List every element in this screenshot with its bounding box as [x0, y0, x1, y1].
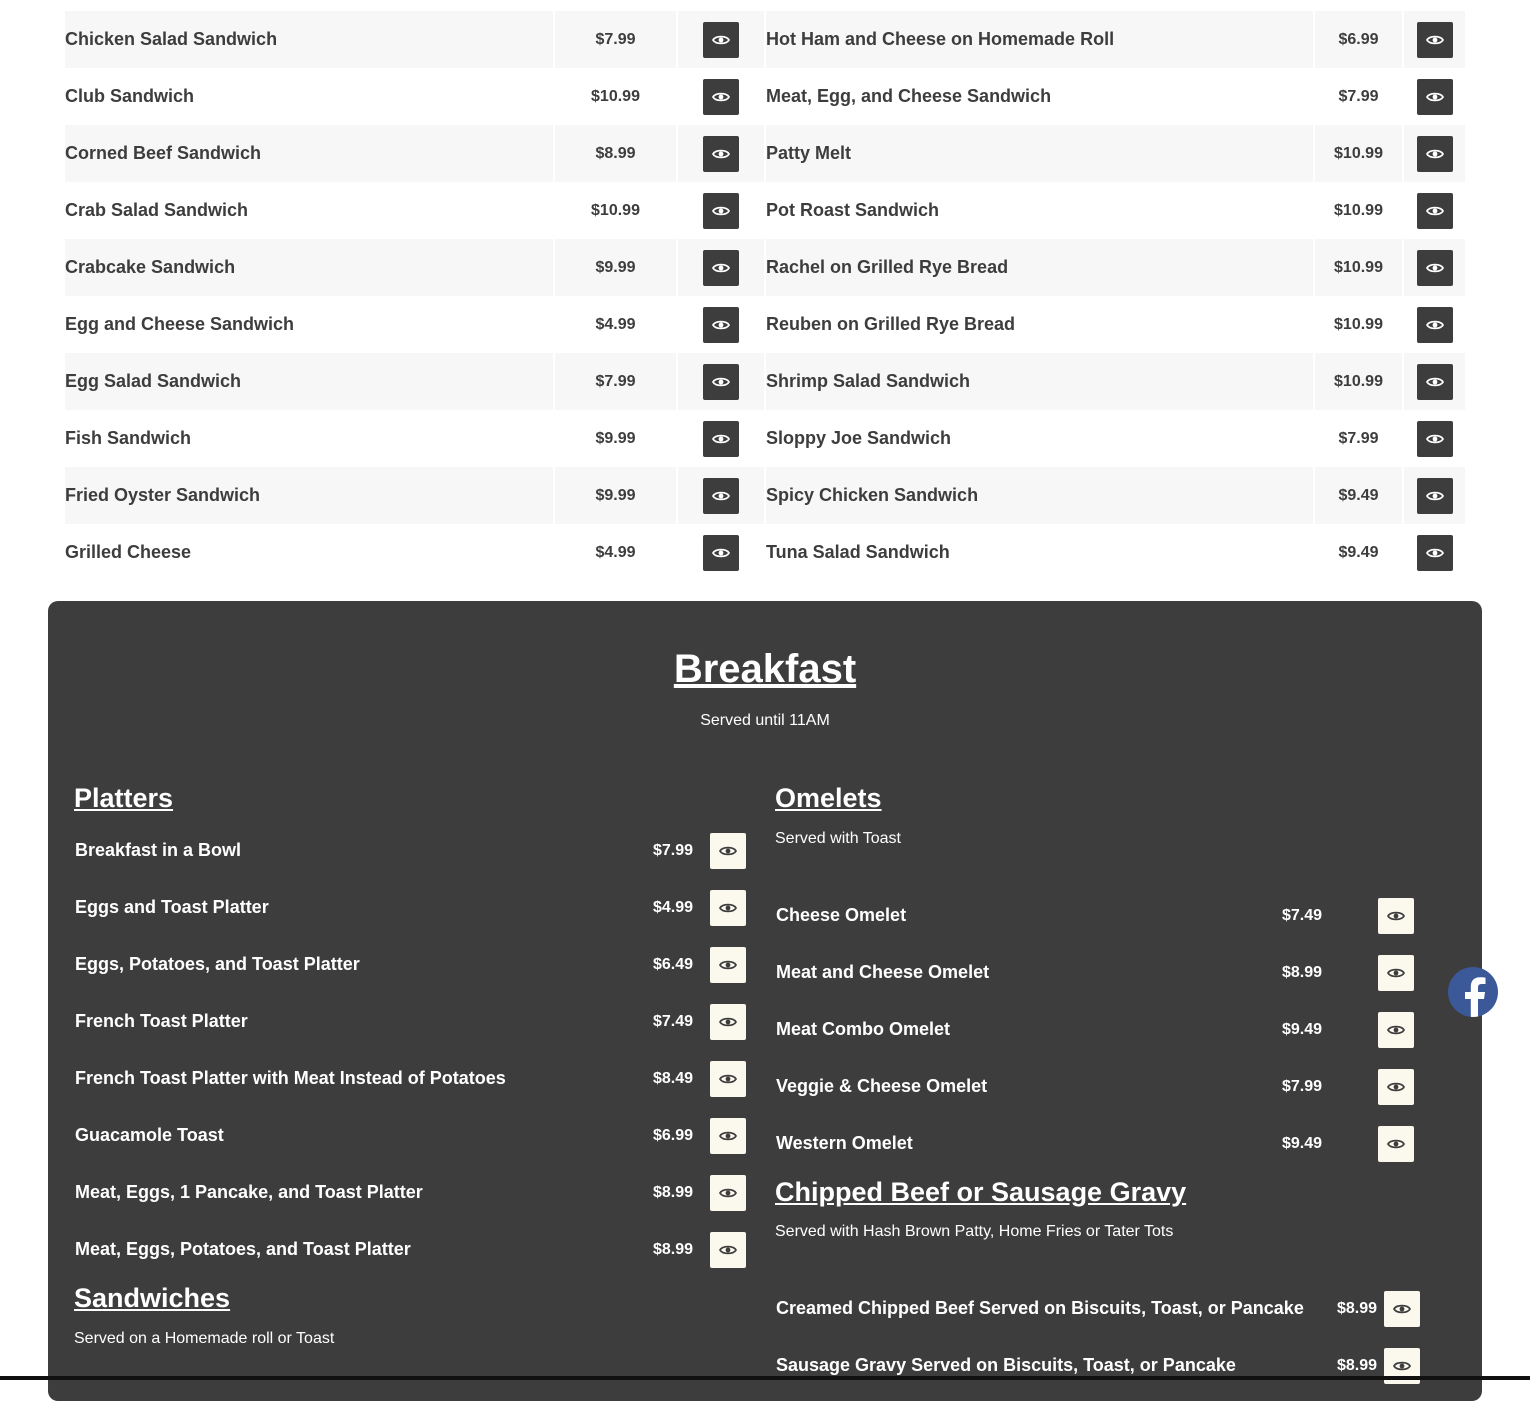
view-item-button[interactable]	[1378, 1126, 1414, 1162]
view-item-button[interactable]	[710, 1118, 746, 1154]
sandwich-name: Pot Roast Sandwich	[766, 182, 1315, 239]
menu-item-price: $7.49	[652, 1012, 693, 1030]
view-item-button[interactable]	[1378, 1012, 1414, 1048]
sandwich-name: Shrimp Salad Sandwich	[766, 353, 1315, 410]
eye-icon	[712, 433, 730, 445]
view-item-button[interactable]	[703, 535, 739, 571]
sandwich-price: $10.99	[1315, 296, 1404, 353]
sandwich-row	[766, 353, 1465, 410]
sandwich-price: $8.99	[555, 125, 678, 182]
view-item-button[interactable]	[703, 79, 739, 115]
eye-icon	[1387, 910, 1405, 922]
view-item-button[interactable]	[710, 1061, 746, 1097]
sandwich-cell-action	[678, 182, 764, 239]
menu-item-name: Meat Combo Omelet	[776, 1019, 951, 1039]
sandwich-price: $7.99	[555, 11, 678, 68]
sandwich-row	[65, 68, 764, 125]
sandwich-price: $10.99	[555, 68, 678, 125]
eye-icon	[1426, 433, 1444, 445]
sandwich-name: Fried Oyster Sandwich	[65, 467, 555, 524]
sandwich-cell-action	[678, 68, 764, 125]
eye-icon	[712, 148, 730, 160]
sandwich-cell-action	[1404, 410, 1465, 467]
view-item-button[interactable]	[710, 1175, 746, 1211]
sandwich-cell-action	[1404, 11, 1465, 68]
menu-item-price: $6.99	[652, 1126, 693, 1144]
view-item-button[interactable]	[703, 364, 739, 400]
sandwich-name: Fish Sandwich	[65, 410, 555, 467]
view-item-button[interactable]	[1417, 421, 1453, 457]
platters-heading: Platters	[74, 783, 174, 813]
sandwich-row	[766, 524, 1465, 581]
sandwich-price: $7.99	[1315, 68, 1404, 125]
eye-icon	[712, 205, 730, 217]
eye-icon	[719, 1073, 737, 1085]
sandwich-row	[65, 524, 764, 581]
sandwich-cell-action	[678, 524, 764, 581]
view-item-button[interactable]	[1417, 478, 1453, 514]
sandwich-price: $9.99	[555, 410, 678, 467]
menu-item-name: Veggie & Cheese Omelet	[776, 1076, 988, 1096]
omelets-subtitle: Served with Toast	[775, 830, 901, 847]
eye-icon	[719, 959, 737, 971]
sandwich-cell-action	[678, 11, 764, 68]
eye-icon	[1426, 148, 1444, 160]
menu-item-name: Eggs and Toast Platter	[75, 897, 269, 917]
eye-icon	[719, 845, 737, 857]
sandwich-row	[766, 410, 1465, 467]
sandwich-cell-action	[678, 410, 764, 467]
menu-item-row	[776, 1115, 1418, 1172]
eye-icon	[1426, 547, 1444, 559]
menu-item-row	[776, 1058, 1418, 1115]
menu-item-price: $7.99	[1281, 1077, 1322, 1095]
view-item-button[interactable]	[703, 136, 739, 172]
view-item-button[interactable]	[1417, 79, 1453, 115]
eye-icon	[1387, 1024, 1405, 1036]
sandwich-name: Rachel on Grilled Rye Bread	[766, 239, 1315, 296]
sandwich-cell-action	[1404, 467, 1465, 524]
sandwich-row	[65, 11, 764, 68]
menu-item-price: $7.49	[1281, 906, 1322, 924]
sandwich-name: Club Sandwich	[65, 68, 555, 125]
eye-icon	[712, 91, 730, 103]
sandwich-cell-action	[1404, 524, 1465, 581]
eye-icon	[1426, 490, 1444, 502]
eye-icon	[1387, 967, 1405, 979]
sandwich-cell-action	[678, 467, 764, 524]
breakfast-section	[48, 601, 1482, 1401]
sandwich-price: $10.99	[1315, 353, 1404, 410]
sandwich-cell-action	[678, 239, 764, 296]
page-bottom-edge	[0, 1376, 1530, 1380]
view-item-button[interactable]	[710, 890, 746, 926]
view-item-button[interactable]	[710, 1232, 746, 1268]
menu-item-name: Cheese Omelet	[776, 905, 907, 925]
menu-item-name: Creamed Chipped Beef Served on Biscuits, Toast, or Pancake	[776, 1298, 1304, 1318]
eye-icon	[1426, 262, 1444, 274]
menu-item-row	[75, 1221, 750, 1278]
eye-icon	[1426, 319, 1444, 331]
omelets-heading: Omelets	[775, 783, 882, 813]
menu-item-price: $8.99	[652, 1240, 693, 1258]
sandwich-name: Egg and Cheese Sandwich	[65, 296, 555, 353]
view-item-button[interactable]	[710, 833, 746, 869]
view-item-button[interactable]	[1378, 1069, 1414, 1105]
sandwich-cell-action	[1404, 68, 1465, 125]
menu-item-price: $8.99	[1336, 1299, 1377, 1317]
eye-icon	[719, 1130, 737, 1142]
eye-icon	[1426, 376, 1444, 388]
view-item-button[interactable]	[1417, 364, 1453, 400]
sandwiches-heading: Sandwiches	[74, 1283, 231, 1313]
eye-icon	[712, 547, 730, 559]
sandwich-cell-action	[678, 296, 764, 353]
view-item-button[interactable]	[1417, 535, 1453, 571]
sandwich-cell-action	[1404, 239, 1465, 296]
sandwich-name: Corned Beef Sandwich	[65, 125, 555, 182]
facebook-button[interactable]	[1448, 967, 1498, 1017]
view-item-button[interactable]	[1378, 955, 1414, 991]
menu-item-price: $8.49	[652, 1069, 693, 1087]
sandwich-price: $10.99	[1315, 239, 1404, 296]
menu-item-row	[75, 936, 750, 993]
menu-item-row	[75, 879, 750, 936]
sandwich-column-right	[766, 11, 1465, 581]
menu-item-row	[776, 887, 1418, 944]
sandwich-row	[766, 296, 1465, 353]
sandwich-price: $9.49	[1315, 524, 1404, 581]
eye-icon	[712, 34, 730, 46]
menu-item-row	[75, 822, 750, 879]
sandwich-row	[766, 467, 1465, 524]
view-item-button[interactable]	[1384, 1291, 1420, 1327]
sandwich-name: Grilled Cheese	[65, 524, 555, 581]
sandwich-price: $6.99	[1315, 11, 1404, 68]
sandwich-price: $9.99	[555, 239, 678, 296]
view-item-button[interactable]	[1417, 136, 1453, 172]
gravy-subtitle: Served with Hash Brown Patty, Home Fries or Tater Tots	[775, 1223, 1174, 1240]
eye-icon	[719, 1187, 737, 1199]
view-item-button[interactable]	[703, 22, 739, 58]
sandwich-price: $9.99	[555, 467, 678, 524]
menu-item-name: Western Omelet	[776, 1133, 913, 1153]
sandwich-name: Patty Melt	[766, 125, 1315, 182]
menu-item-name: Sausage Gravy Served on Biscuits, Toast, or Pancake	[776, 1355, 1236, 1375]
sandwich-price: $10.99	[555, 182, 678, 239]
sandwich-name: Hot Ham and Cheese on Homemade Roll	[766, 11, 1315, 68]
sandwich-row	[65, 467, 764, 524]
menu-item-row	[776, 1280, 1424, 1337]
sandwich-column-left	[65, 11, 764, 581]
menu-item-name: French Toast Platter with Meat Instead of Potatoes	[75, 1068, 506, 1088]
sandwich-price: $4.99	[555, 296, 678, 353]
sandwich-price: $7.99	[555, 353, 678, 410]
view-item-button[interactable]	[1417, 250, 1453, 286]
view-item-button[interactable]	[1417, 307, 1453, 343]
view-item-button[interactable]	[710, 1004, 746, 1040]
view-item-button[interactable]	[703, 193, 739, 229]
sandwich-row	[766, 125, 1465, 182]
view-item-button[interactable]	[710, 947, 746, 983]
eye-icon	[1426, 205, 1444, 217]
sandwiches-subtitle: Served on a Homemade roll or Toast	[74, 1330, 335, 1347]
menu-item-price: $6.49	[652, 955, 693, 973]
menu-item-row	[776, 1337, 1424, 1394]
eye-icon	[719, 1244, 737, 1256]
sandwich-row	[65, 410, 764, 467]
view-item-button[interactable]	[1378, 898, 1414, 934]
sandwich-row	[65, 182, 764, 239]
eye-icon	[712, 319, 730, 331]
menu-item-price: $8.99	[652, 1183, 693, 1201]
menu-item-price: $7.99	[652, 841, 693, 859]
eye-icon	[1387, 1138, 1405, 1150]
view-item-button[interactable]	[703, 250, 739, 286]
eye-icon	[1393, 1360, 1411, 1372]
eye-icon	[712, 376, 730, 388]
menu-item-name: French Toast Platter	[75, 1011, 248, 1031]
sandwich-cell-action	[678, 125, 764, 182]
sandwich-name: Egg Salad Sandwich	[65, 353, 555, 410]
gravy-heading: Chipped Beef or Sausage Gravy	[775, 1177, 1187, 1207]
sandwich-row	[766, 239, 1465, 296]
sandwich-row	[766, 182, 1465, 239]
menu-item-price: $8.99	[1336, 1356, 1377, 1374]
breakfast-subtitle: Served until 11AM	[700, 712, 830, 729]
menu-item-row	[776, 1001, 1418, 1058]
sandwich-cell-action	[1404, 125, 1465, 182]
sandwich-row	[766, 68, 1465, 125]
menu-item-price: $9.49	[1281, 1020, 1322, 1038]
view-item-button[interactable]	[703, 478, 739, 514]
eye-icon	[1426, 34, 1444, 46]
menu-item-price: $9.49	[1281, 1134, 1322, 1152]
menu-item-price: $8.99	[1281, 963, 1322, 981]
eye-icon	[1387, 1081, 1405, 1093]
breakfast-title: Breakfast	[673, 647, 857, 691]
eye-icon	[712, 490, 730, 502]
menu-item-name: Meat, Eggs, 1 Pancake, and Toast Platter	[75, 1182, 423, 1202]
menu-item-price: $4.99	[652, 898, 693, 916]
sandwich-cell-action	[1404, 353, 1465, 410]
sandwich-row	[766, 11, 1465, 68]
view-item-button[interactable]	[703, 307, 739, 343]
sandwich-row	[65, 353, 764, 410]
sandwich-price: $4.99	[555, 524, 678, 581]
sandwich-cell-action	[678, 353, 764, 410]
sandwich-name: Spicy Chicken Sandwich	[766, 467, 1315, 524]
view-item-button[interactable]	[703, 421, 739, 457]
menu-item-row	[75, 1050, 750, 1107]
sandwich-name: Crabcake Sandwich	[65, 239, 555, 296]
sandwich-row	[65, 125, 764, 182]
facebook-icon	[1456, 973, 1490, 1017]
menu-item-name: Meat and Cheese Omelet	[776, 962, 990, 982]
menu-item-name: Guacamole Toast	[75, 1125, 224, 1145]
sandwich-price: $10.99	[1315, 182, 1404, 239]
eye-icon	[1393, 1303, 1411, 1315]
sandwich-cell-action	[1404, 296, 1465, 353]
sandwich-name: Chicken Salad Sandwich	[65, 11, 555, 68]
sandwich-name: Tuna Salad Sandwich	[766, 524, 1315, 581]
sandwich-price: $10.99	[1315, 125, 1404, 182]
menu-item-row	[776, 944, 1418, 1001]
eye-icon	[712, 262, 730, 274]
menu-item-row	[75, 1107, 750, 1164]
sandwich-name: Crab Salad Sandwich	[65, 182, 555, 239]
eye-icon	[719, 1016, 737, 1028]
sandwich-cell-action	[1404, 182, 1465, 239]
view-item-button[interactable]	[1417, 193, 1453, 229]
sandwich-name: Meat, Egg, and Cheese Sandwich	[766, 68, 1315, 125]
sandwich-name: Sloppy Joe Sandwich	[766, 410, 1315, 467]
sandwich-row	[65, 296, 764, 353]
view-item-button[interactable]	[1417, 22, 1453, 58]
menu-item-row	[75, 993, 750, 1050]
menu-item-row	[75, 1164, 750, 1221]
sandwich-name: Reuben on Grilled Rye Bread	[766, 296, 1315, 353]
menu-item-name: Breakfast in a Bowl	[75, 840, 242, 860]
eye-icon	[719, 902, 737, 914]
sandwich-row	[65, 239, 764, 296]
eye-icon	[1426, 91, 1444, 103]
sandwich-price: $7.99	[1315, 410, 1404, 467]
menu-item-name: Eggs, Potatoes, and Toast Platter	[75, 954, 360, 974]
menu-item-name: Meat, Eggs, Potatoes, and Toast Platter	[75, 1239, 411, 1259]
sandwich-price: $9.49	[1315, 467, 1404, 524]
